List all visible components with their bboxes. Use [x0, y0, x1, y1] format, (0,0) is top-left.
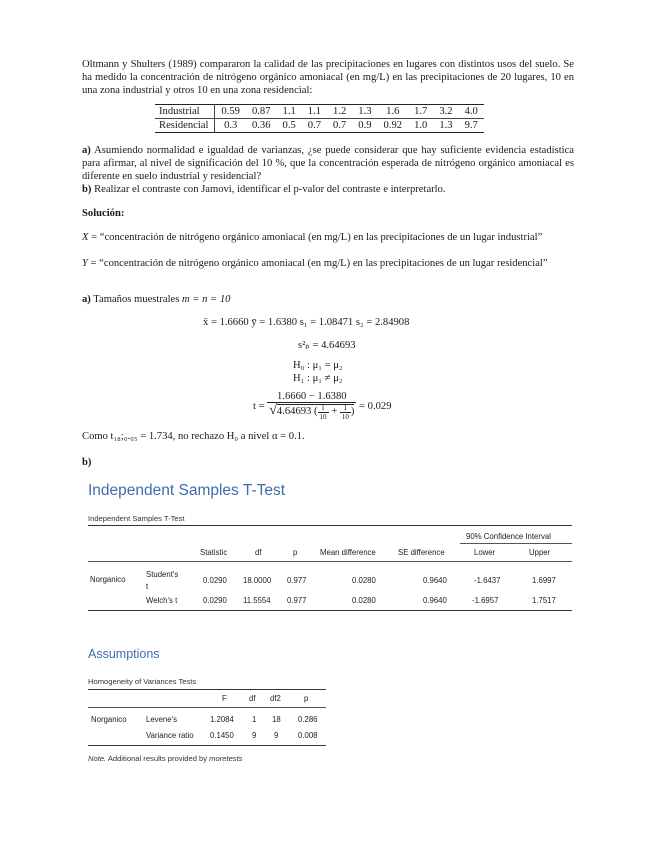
- x-definition: [82, 231, 574, 244]
- ttest-caption: Independent Samples T-Test: [88, 514, 185, 523]
- homog-note: [88, 754, 243, 763]
- frac-one-tenth-a: [318, 404, 329, 421]
- y-variable: Y: [82, 258, 88, 269]
- cell: 0.008: [298, 731, 318, 740]
- cell: 0.9640: [423, 576, 447, 585]
- t-result: = 0.029: [359, 400, 392, 412]
- cell: 1.3: [433, 119, 458, 133]
- homog-test-levene: Levene's: [146, 715, 177, 724]
- cell: 0.7: [327, 119, 352, 133]
- cell: 0.9: [352, 119, 377, 133]
- frac-num: 1: [340, 404, 351, 413]
- homog-caption: Homogeneity of Variances Tests: [88, 677, 197, 686]
- cell: 0.3: [215, 119, 246, 133]
- plus-sign: +: [331, 406, 338, 418]
- cell: 0.0280: [352, 596, 376, 605]
- homog-col-f: F: [222, 694, 227, 703]
- col-se-diff: SE difference: [398, 548, 445, 557]
- cell: 1.7517: [532, 596, 556, 605]
- ttest-bottom-rule: [88, 610, 572, 611]
- col-upper: Upper: [529, 548, 551, 557]
- cell: 9.7: [459, 119, 484, 133]
- ttest-title: Independent Samples T-Test: [88, 482, 286, 499]
- pooled-variance: s²ₚ = 4.64693: [298, 340, 356, 351]
- cell: 4.0: [459, 105, 484, 119]
- homog-col-p: p: [304, 694, 309, 703]
- alt-hypothesis: H₁ : μ₁ ≠ μ₂: [293, 373, 343, 384]
- col-statistic: Statistic: [200, 548, 228, 557]
- homog-col-df: df: [249, 694, 256, 703]
- note-label: Note.: [88, 754, 107, 763]
- test-students-t: t: [146, 582, 149, 591]
- homog-col-df2: df2: [270, 694, 281, 703]
- cell: 0.977: [287, 596, 307, 605]
- question-a: [82, 144, 574, 183]
- col-df: df: [255, 548, 262, 557]
- t-den-value: 4.64693: [276, 406, 312, 418]
- null-hypothesis: H₀ : μ₁ = μ₂: [293, 360, 343, 371]
- intro-paragraph: Oltmann y Shulters (1989) compararon la calidad de las precipitaciones en lugares con distintos usos del suelo. Se ha medido la concentración de nitrógeno orgánico amoniacal (en mg/L) en las precipitaciones de 20 lugares, 10 en una zona industrial y otros 10 en una zona residencial:: [82, 59, 574, 96]
- cell: 1.1: [277, 105, 302, 119]
- frac-one-tenth-b: [340, 404, 351, 421]
- t-denominator: √4.64693 ( $\frac{1}{10}$ + $\frac{1}{10}$ ): [269, 403, 355, 421]
- cell: 0.1450: [210, 731, 234, 740]
- homog-top-rule: [88, 689, 326, 690]
- ci-header: 90% Confidence Interval: [466, 532, 551, 541]
- y-definition-text: = “concentración de nitrógeno orgánico amoniacal (en mg/L) en las precipitaciones de un lugar residencial”: [87, 258, 548, 269]
- cell: 0.9640: [423, 596, 447, 605]
- cell: 1.6: [378, 105, 409, 119]
- question-b-text: Realizar el contraste con Jamovi, identificar el p-valor del contraste e interpretarlo.: [94, 184, 446, 195]
- cell: 1: [252, 715, 257, 724]
- cell: 0.36: [246, 119, 277, 133]
- sample-statistics: x̄ = 1.6660 ȳ = 1.6380 s₁ = 1.08471 s₂ = 2.84908: [203, 317, 410, 328]
- cell: 1.1: [302, 105, 327, 119]
- cell: 0.0280: [352, 576, 376, 585]
- y-definition: [82, 257, 574, 270]
- data-table: [155, 104, 484, 133]
- x-definition-text: = “concentración de nitrógeno orgánico amoniacal (en mg/L) en las precipitaciones de un lugar industrial”: [88, 232, 543, 243]
- cell: 9: [274, 731, 279, 740]
- row-label: Industrial: [155, 105, 215, 119]
- conclusion: Como t₁₈;₀.₀₅ = 1.734, no rechazo H₀ a nivel α = 0.1.: [82, 431, 305, 442]
- cell: -1.6437: [474, 576, 501, 585]
- cell: 0.5: [277, 119, 302, 133]
- cell: 0.7: [302, 119, 327, 133]
- table-row-industrial: [155, 105, 484, 119]
- frac-den: 10: [341, 412, 349, 421]
- solution-title: Solución:: [82, 208, 125, 219]
- cell: 3.2: [433, 105, 458, 119]
- sample-size-math: m = n = 10: [182, 294, 231, 305]
- x-variable: X: [82, 232, 89, 243]
- cell: 1.3: [352, 105, 377, 119]
- col-p: p: [293, 548, 298, 557]
- note-package: moretests: [209, 754, 243, 763]
- cell: 18: [272, 715, 281, 724]
- t-fraction: [267, 391, 356, 420]
- cell: 0.87: [246, 105, 277, 119]
- cell: 0.0290: [203, 596, 227, 605]
- cell: 0.92: [378, 119, 409, 133]
- homog-test-ratio: Variance ratio: [146, 731, 194, 740]
- table-row-residencial: [155, 119, 484, 133]
- variable-name: Norganico: [90, 575, 126, 584]
- cell: 0.286: [298, 715, 318, 724]
- t-numerator: 1.6660 − 1.6380: [267, 391, 356, 403]
- cell: 0.977: [287, 576, 307, 585]
- note-text: Additional results provided by: [106, 754, 210, 763]
- t-lhs: t =: [253, 400, 265, 412]
- homog-variable: Norganico: [91, 715, 127, 724]
- col-mean-diff: Mean difference: [320, 548, 376, 557]
- cell: 9: [252, 731, 257, 740]
- solution-b-label: b): [82, 457, 92, 468]
- col-lower: Lower: [474, 548, 496, 557]
- question-a-label: a): [82, 145, 91, 156]
- cell: 1.0: [408, 119, 433, 133]
- cell: 0.59: [215, 105, 246, 119]
- ci-rule: [460, 543, 572, 544]
- t-statistic-formula: [253, 388, 392, 424]
- frac-den: 10: [319, 412, 327, 421]
- cell: 18.0000: [243, 576, 272, 585]
- cell: 1.2084: [210, 715, 234, 724]
- cell: 0.0290: [203, 576, 227, 585]
- question-b: [82, 183, 574, 196]
- assumptions-title: Assumptions: [88, 647, 160, 661]
- question-b-label: b): [82, 184, 92, 195]
- row-label: Residencial: [155, 119, 215, 133]
- cell: 1.7: [408, 105, 433, 119]
- test-students: Student's: [146, 570, 179, 579]
- ttest-top-rule: [88, 525, 572, 526]
- question-a-text: Asumiendo normalidad e igualdad de varianzas, ¿se puede considerar que hay suficiente evidencia estadística para afirmar, al nivel de significación del 10 %, que la concentración esperada de nitrógeno orgánico amoniacal es diferente en suelo industrial y residencial?: [82, 145, 574, 182]
- solution-a: [82, 293, 230, 306]
- ttest-header-rule: [88, 561, 572, 562]
- cell: 1.2: [327, 105, 352, 119]
- cell: -1.6957: [472, 596, 499, 605]
- solution-a-label: a): [82, 294, 91, 305]
- test-welch: Welch's t: [146, 596, 178, 605]
- homog-bottom-rule: [88, 745, 326, 746]
- cell: 1.6997: [532, 576, 556, 585]
- cell: 11.5554: [243, 596, 271, 605]
- frac-num: 1: [318, 404, 329, 413]
- solution-a-text: Tamaños muestrales: [93, 294, 182, 305]
- homog-header-rule: [88, 707, 326, 708]
